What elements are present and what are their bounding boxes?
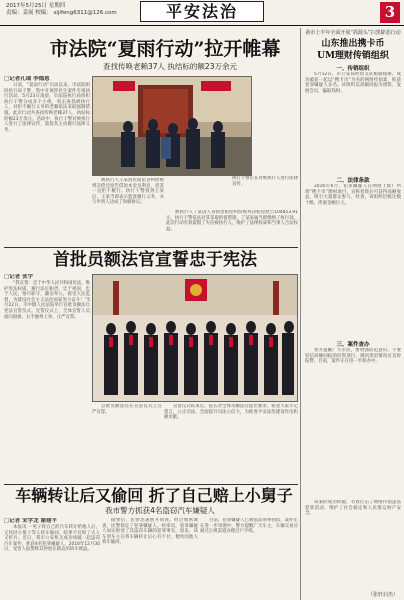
story1-right-column <box>166 210 298 248</box>
sidebar-footer: （张轩启杰） <box>367 592 398 598</box>
sidebar <box>300 28 404 600</box>
story1-headline: 市法院“夏雨行动”拉开帷幕 <box>49 38 281 60</box>
story1-byline: □记者孔瑞 李德恩 <box>4 76 50 82</box>
story1-body-mid: 被执行人王某因民间借贷纠纷被判决偿还原告借款本金及利息，但其一直拒不履行。执行干警找到王某后，王某当即表示愿意履行义务，并与申请人达成了和解协议。 <box>92 178 164 206</box>
sidebar-body-b: 2016年6月，犯罪嫌疑人在网络上推广所谓“携卡币”理财项目，宣称投资后可获得高额收益，吸引大量群众参与。经查，该组织层级达数十级，涉案金额巨大。 <box>305 184 401 206</box>
story1-body-bottom: 被执行人丁某因人身损害赔偿纠纷被判决赔偿原告104853.91元。执行干警依法对其采取拘留措施，丁某家属当即缴纳了执行款。此次行动有效震慑了失信被执行人，维护了法律权威和当事人合法权益。 <box>166 210 298 232</box>
sidebar-body-d: 该案的成功侦破，有效打击了网络传销违法犯罪活动，维护了社会稳定和人民群众财产安全。 <box>305 500 401 517</box>
sidebar-headline-b: UM理财传销组织 <box>317 51 389 61</box>
masthead-info <box>6 3 117 17</box>
page-number: 3 <box>380 2 400 23</box>
story3-body-right: 目前，犯罪嫌疑人已被依法刑事拘留，案件正在进一步审理中。警方提醒广大车主，车辆交易应通过正规渠道办理过户手续。 <box>200 518 298 535</box>
story2-caption-column <box>92 404 162 484</box>
sidebar-column-b <box>305 184 401 334</box>
story1-photo <box>92 76 252 176</box>
sidebar-section-c: 三、案件查办 <box>336 342 370 348</box>
story3-body-left: 本报讯 一男子将自己的汽车转让给他人后，又伙同小舅子等人将车偷回，结果不仅赔了夫人又折兵。近日，我市公安机关成功侦破一起盗窃汽车案件，抓获4名犯罪嫌疑人。2016年12月30日，受害人报警称其停放在路边的轿车被盗。 <box>4 525 100 553</box>
story2-byline: □记者 张宇 <box>4 274 34 280</box>
story2-photo-caption: 首批员额法官在宣誓仪式上庄严宣誓。 <box>92 404 162 415</box>
editor-line: 责编：姜展 校编： <box>6 10 52 16</box>
section-title: 平安法治 <box>140 1 264 22</box>
date-line: 2017年5月25日 星期四 <box>6 3 66 9</box>
sidebar-section-a: 一、传销组织 <box>336 66 370 72</box>
sidebar-column-a <box>305 72 401 172</box>
sidebar-column-c <box>305 348 401 498</box>
story1-photo-caption: 执行干警正在对被执行人进行法律宣传。 <box>232 176 298 187</box>
divider <box>4 484 298 485</box>
story2-body-bottom: 宣誓仪式结束后，院长对全体员额法官提出要求，希望大家牢记誓言，公正司法，全面提升司法公信力，为推进平安法治建设作出积极贡献。 <box>164 404 298 421</box>
story2-headline: 首批员额法官宣誓忠于宪法 <box>53 250 257 270</box>
divider <box>4 247 298 248</box>
story3-left-column <box>4 518 100 598</box>
masthead <box>0 0 404 26</box>
editor-email: sijifeng6311@126.com <box>53 10 117 16</box>
story3-mid-column <box>102 518 198 598</box>
story2-right-column <box>164 404 298 484</box>
story3-headline: 车辆转让后又偷回 折了自己赔上小舅子 <box>15 486 293 505</box>
sidebar-body-a: 5月12日，市公安局经侦支队根据线索，成功破获一起以“携卡币”为名的网络传销案，抓获犯罪嫌疑人多名。该组织以高额回报为诱饵，发展会员，骗取钱财。 <box>305 72 401 94</box>
story3-body-mid: 接警后，民警迅速展开侦查。经过缜密调查，民警锁定了犯罪嫌疑人。经审讯，犯罪嫌疑人如实供述了其盗窃车辆的犯罪事实。原来，该车原车主在将车辆转让后心有不甘，便伙同他人将车偷回。 <box>102 518 198 546</box>
sidebar-column-d <box>305 500 401 590</box>
story2-left-column <box>4 274 90 484</box>
story1-subhead: 查找传唤老赖37人 执结标的额23万余元 <box>103 62 237 71</box>
story1-body-left: 日前，“夏雨行动”启动以来，市法院组织执行局干警，集中开展涉民生案件专项执行活动。5月23日凌晨，市法院执行局组织执行干警分成多个小组，突击查找被执行人，对拒不履行义务的老赖依法采取强制措施。此次行动共查找传唤老赖37人，执结标的额23万余元。活动中，执行干警对被执行人进行了法律宣传，敦促其主动履行法律义务。 <box>4 83 90 133</box>
story2-body-left: “我宣誓：忠于中华人民共和国宪法，维护宪法权威，履行法定职责，忠于祖国，忠于人民，恪尽职守，廉洁奉公，接受人民监督，为建设社会主义法治国家努力奋斗！”5月22日，市中级人民法院举行首批员额法官宪法宣誓仪式。宣誓仪式上，全体宣誓人员面向国旗，右手握拳上举，庄严宣誓。 <box>4 281 90 320</box>
story3-right-column <box>200 518 298 598</box>
sidebar-headline-a: 山东推出携卡币 <box>321 39 385 49</box>
sidebar-section-b: 二、法律条款 <box>336 178 370 184</box>
story1-left-column <box>4 76 90 252</box>
sidebar-body-c: 警方提醒广大市民，要增强防范意识，不要轻信高额回报的投资项目，遇到类似情况应及时报警。目前，案件正在进一步侦办中。 <box>305 348 401 365</box>
story1-mid-column <box>92 178 164 248</box>
story2-photo <box>92 274 298 402</box>
sidebar-top-line: 我市上半年全面开展“抓源头”扫黑除恶行动 <box>305 30 401 36</box>
story3-byline: □记者 宋学龙 谢建平 <box>4 518 58 524</box>
story3-subhead: 我市警方抓获4名盗窃汽车嫌疑人 <box>105 506 215 515</box>
